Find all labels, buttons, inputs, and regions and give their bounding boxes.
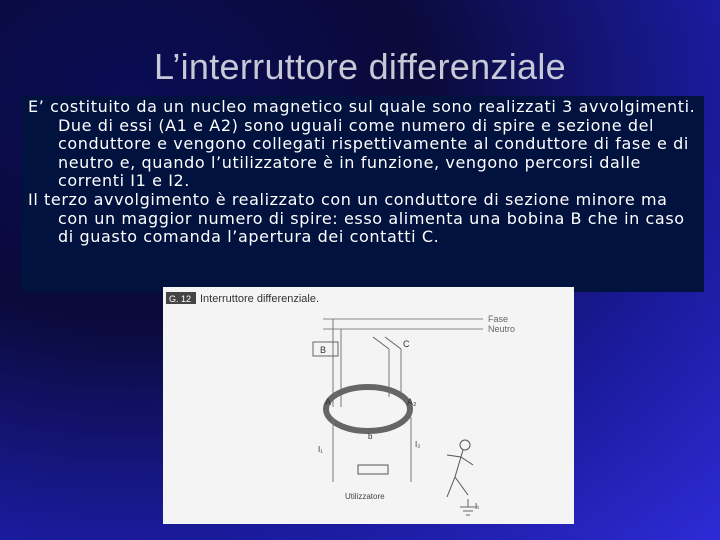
label-c: C: [403, 339, 410, 349]
label-i1: I₁: [318, 445, 323, 454]
circuit-diagram: [163, 287, 574, 524]
label-a2: A₂: [407, 397, 417, 407]
paragraph-third-winding: Il terzo avvolgimento è realizzato con un conduttore di sezione minore ma con un maggior numero di spire: esso alimenta una bobina B che in caso di guasto comanda l’apertura dei contatti C.: [28, 189, 685, 247]
load-box: [358, 465, 388, 474]
label-a1: A: [325, 397, 332, 407]
circuit-figure: [163, 287, 574, 524]
label-i2: I₂: [415, 440, 421, 449]
content-textbox: [22, 96, 704, 292]
ground-icon: [460, 499, 476, 515]
caption-text: Interruttore differenziale.: [200, 293, 320, 305]
paragraph-description: E’ costituito da un nucleo magnetico sul quale sono realizzati 3 avvolgimenti. Due di essi (A1 e A2) sono uguali come numero di spire e sezione del conduttore e vengono collegati rispettivamente al conduttore di fase e di neutro e, quando l’utilizzatore è in funzione, vengono percorsi dalle correnti I1 e I2.: [28, 97, 696, 191]
label-neutro: Neutro: [488, 324, 516, 334]
label-fase: Fase: [488, 314, 509, 324]
caption-number: G. 12: [169, 294, 192, 304]
slide-title: L’interruttore differenziale: [154, 46, 566, 87]
label-b: B: [320, 345, 327, 355]
label-b-coil: b: [368, 432, 373, 441]
person-icon: [447, 440, 473, 497]
magnetic-core: [326, 387, 410, 431]
label-utilizzatore: Utilizzatore: [345, 492, 385, 501]
label-i-ground: Iₜ: [475, 502, 480, 511]
